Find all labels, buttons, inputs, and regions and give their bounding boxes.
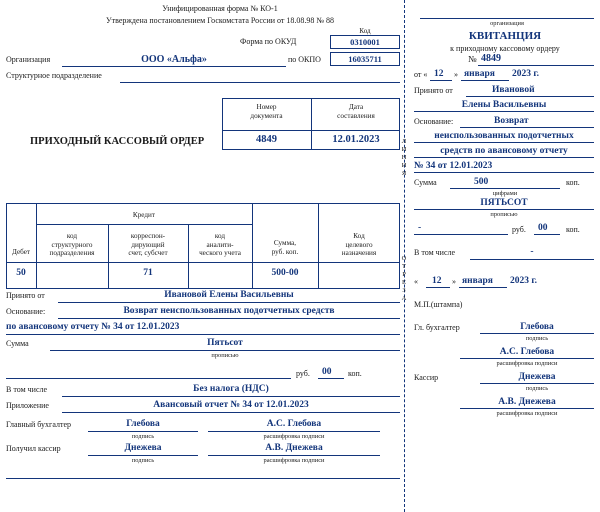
sum-words-value: Пятьсот <box>207 338 243 348</box>
receipt-kop-underline <box>534 234 560 235</box>
credit-col-corr-account-header <box>109 232 187 258</box>
chief-accountant-name-underline <box>208 431 380 432</box>
receipt-basis-underline-3 <box>414 157 594 158</box>
receipt-chief-accountant-signature: Глебова <box>520 322 554 332</box>
organization-name: ООО «Альфа» <box>141 54 207 65</box>
receipt-cashier-name-caption: расшифровка подписи <box>496 410 558 417</box>
cashier-sign-underline <box>88 455 198 456</box>
doc-number-value: 4849 <box>256 134 277 145</box>
receipt-date-day: 12 <box>434 69 444 79</box>
appendix-value: Авансовый отчет № 34 от 12.01.2023 <box>153 400 309 410</box>
credit-col3-l1: код <box>214 232 226 240</box>
receipt-cashier-signature: Днежева <box>518 372 556 382</box>
doc-number-header <box>222 103 311 120</box>
receipt-including-dash: - <box>530 247 534 257</box>
okud-code: 0310001 <box>350 37 380 47</box>
including-underline <box>62 396 400 397</box>
receipt-date-month: января <box>464 69 495 79</box>
chief-accountant-label: Главный бухгалтер <box>6 420 71 429</box>
receipt-cashier-name-underline <box>460 408 594 409</box>
doc-date-header-l2: составления <box>337 111 375 120</box>
credit-col3-l3: ческого учета <box>199 249 241 257</box>
receipt-sum-words-underline <box>414 209 594 210</box>
kop-value: 00 <box>322 367 332 377</box>
accepted-from-underline <box>58 302 400 303</box>
receipt-date2-day-underline <box>426 287 450 288</box>
basis-value-line1: Возврат неиспользованных подотчетных средств <box>123 306 335 316</box>
receipt-sum-digits: 500 <box>474 177 489 187</box>
chief-accountant-name-caption: расшифровка подписи <box>263 433 325 440</box>
doc-date-header <box>312 103 400 120</box>
okud-label: Форма по ОКУД <box>240 37 297 46</box>
accepted-from-label: Принято от <box>6 291 45 300</box>
target-header-l2: целевого <box>345 240 373 249</box>
receipt-dash: - <box>418 223 422 233</box>
appendix-underline <box>62 412 400 413</box>
unified-form-label: Унифицированная форма № КО-1 <box>162 4 278 13</box>
receipt-date2-from: « <box>414 277 418 286</box>
receipt-kop-label-2: коп. <box>566 225 580 234</box>
sum-header-l1: Сумма, <box>273 239 297 247</box>
basis-underline-1 <box>58 318 400 319</box>
credit-col2-l2: дирующий <box>131 240 165 249</box>
receipt-chief-sign-caption: подпись <box>525 335 549 342</box>
chief-accountant-sign-underline <box>88 431 198 432</box>
basis-underline-2 <box>6 334 400 335</box>
basis-label: Основание: <box>6 307 46 316</box>
including-label: В том числе <box>6 385 48 394</box>
chief-accountant-sign-caption: подпись <box>131 433 155 440</box>
doc-date-header-l1: Дата <box>348 103 364 111</box>
credit-group-sep <box>36 224 252 225</box>
kop-label: коп. <box>348 369 362 378</box>
receipt-cashier-label: Кассир <box>414 373 439 382</box>
receipt-date-year: 2023 г. <box>512 69 539 79</box>
chief-accountant-signature: Глебова <box>126 419 160 429</box>
rub-label: руб. <box>296 369 310 378</box>
target-header-l1: Код <box>353 232 365 240</box>
organization-label: Организация <box>6 55 51 64</box>
credit-col1-l3: подразделения <box>49 249 95 257</box>
receipt-basis-underline-2 <box>414 142 594 143</box>
including-value: Без налога (НДС) <box>193 384 269 394</box>
sum-header-l2: руб. коп. <box>271 247 299 256</box>
receipt-basis-line2: неиспользованных подотчетных <box>434 131 574 141</box>
receipt-cashier-name: А.В. Днежева <box>498 397 556 407</box>
receipt-chief-sign-underline <box>480 333 594 334</box>
receipt-chief-accountant-label: Гл. бухгалтер <box>414 323 460 332</box>
cashier-received-label: Получил кассир <box>6 444 61 453</box>
receipt-date2-month: января <box>462 276 493 286</box>
receipt-basis-label: Основание: <box>414 117 454 126</box>
receipt-cashier-sign-caption: подпись <box>525 385 549 392</box>
subdivision-label: Структурное подразделение <box>6 71 102 80</box>
receipt-title: КВИТАНЦИЯ <box>468 30 542 42</box>
document-title: ПРИХОДНЫЙ КАССОВЫЙ ОРДЕР <box>30 136 205 147</box>
receipt-stamp-label: М.П.(штампа) <box>414 300 463 309</box>
doc-number-header-l1: Номер <box>256 103 277 111</box>
sum-value: 500-00 <box>271 268 299 278</box>
credit-col1-l2: структурного <box>51 240 93 249</box>
receipt-number-symbol: № <box>468 54 477 64</box>
target-header-l3: назначения <box>341 249 377 257</box>
credit-col1-l1: код <box>66 232 78 240</box>
receipt-date2-quote: » <box>452 277 456 286</box>
cashier-sign-caption: подпись <box>131 457 155 464</box>
receipt-org-underline <box>420 18 594 19</box>
receipt-number: 4849 <box>481 53 501 64</box>
receipt-date-day-underline <box>430 80 452 81</box>
subdivision-underline <box>120 82 400 83</box>
sum-words-caption: прописью <box>211 352 239 359</box>
receipt-digits-caption: цифрами <box>492 190 518 197</box>
doc-date-value: 12.01.2023 <box>332 134 380 145</box>
receipt-chief-name-underline <box>460 358 594 359</box>
accepted-from-value: Ивановой Елены Васильевны <box>164 290 294 300</box>
receipt-basis-line4: № 34 от 12.01.2023 <box>414 161 493 171</box>
target-code-header <box>319 232 399 258</box>
cashier-name-underline <box>208 455 380 456</box>
kop-underline <box>318 378 344 379</box>
receipt-chief-name-caption: расшифровка подписи <box>496 360 558 367</box>
credit-header: Кредит <box>132 211 156 219</box>
receipt-date2-day: 12 <box>432 276 442 286</box>
receipt-sum-label: Сумма <box>414 178 437 187</box>
receipt-cashier-sign-underline <box>480 383 594 384</box>
receipt-kop-value: 00 <box>538 223 548 233</box>
receipt-accepted-underline-2 <box>414 111 594 112</box>
receipt-including-label: В том числе <box>414 248 456 257</box>
chief-accountant-name: А.С. Глебова <box>266 419 322 429</box>
receipt-sum-second-underline <box>414 234 508 235</box>
sum-header <box>253 239 317 256</box>
receipt-accepted-label: Принято от <box>414 86 453 95</box>
approved-label: Утверждена постановлением Госкомстата России от 18.08.98 № 88 <box>105 16 335 25</box>
receipt-basis-line3: средств по авансовому отчету <box>440 146 568 156</box>
receipt-date2-year: 2023 г. <box>510 276 537 286</box>
receipt-rub-label: руб. <box>512 225 526 234</box>
credit-col-analytic-header <box>189 232 251 258</box>
receipt-sum-words: ПЯТЬСОТ <box>480 198 528 208</box>
code-label: Код <box>359 27 371 35</box>
receipt-accepted-underline-1 <box>466 96 594 97</box>
receipt-kop-label-1: коп. <box>566 178 580 187</box>
doc-table-divider-h <box>222 130 400 131</box>
receipt-org-label: организация <box>490 20 524 27</box>
receipt-basis-value: Возврат <box>494 116 529 126</box>
receipt-basis-underline-1 <box>460 127 594 128</box>
sum-words-underline <box>50 350 400 351</box>
receipt-date-from-label: от « <box>414 70 428 79</box>
sum-words-label: Сумма <box>6 339 29 348</box>
debit-header: Дебет <box>11 248 31 256</box>
receipt-date2-month-underline <box>459 287 507 288</box>
receipt-accepted-from-2: Елены Васильевны <box>461 100 547 110</box>
credit-col-subdivision-header <box>37 232 107 258</box>
doc-number-header-l2: документа <box>250 111 283 120</box>
perforation-word-liniya: Л И Н И Я <box>401 138 407 177</box>
receipt-sum-digits-underline <box>450 188 560 189</box>
appendix-label: Приложение <box>6 401 49 410</box>
sum-second-underline <box>6 378 291 379</box>
receipt-chief-accountant-name: А.С. Глебова <box>499 347 555 357</box>
receipt-basis-underline-4 <box>414 172 594 173</box>
cashier-name-caption: расшифровка подписи <box>263 457 325 464</box>
receipt-including-underline <box>470 259 594 260</box>
receipt-words-caption: прописью <box>490 211 518 218</box>
credit-col2-l1: корреспон- <box>130 232 166 240</box>
receipt-date-quote: » <box>454 70 458 79</box>
corr-account-value: 71 <box>143 268 153 278</box>
cashier-signature: Днежева <box>124 443 162 453</box>
debit-value: 50 <box>16 268 26 278</box>
okpo-code: 16035711 <box>348 54 382 64</box>
credit-col2-l3: счет, субсчет <box>128 249 168 257</box>
bottom-rule <box>6 478 400 479</box>
perforation-word-otreza: О Т Р Е З А <box>401 255 407 302</box>
receipt-accepted-from-1: Ивановой <box>492 85 535 95</box>
accounting-table-header-sep <box>6 262 400 263</box>
credit-col3-l2: аналити- <box>206 240 234 249</box>
receipt-number-underline <box>478 65 594 66</box>
organization-underline <box>62 66 286 67</box>
receipt-date-month-underline <box>461 80 509 81</box>
okpo-label: по ОКПО <box>288 55 321 64</box>
basis-value-line2: по авансовому отчету № 34 от 12.01.2023 <box>6 322 180 332</box>
cashier-name: А.В. Днежева <box>265 443 323 453</box>
receipt-subtitle: к приходному кассовому ордеру <box>450 44 560 53</box>
